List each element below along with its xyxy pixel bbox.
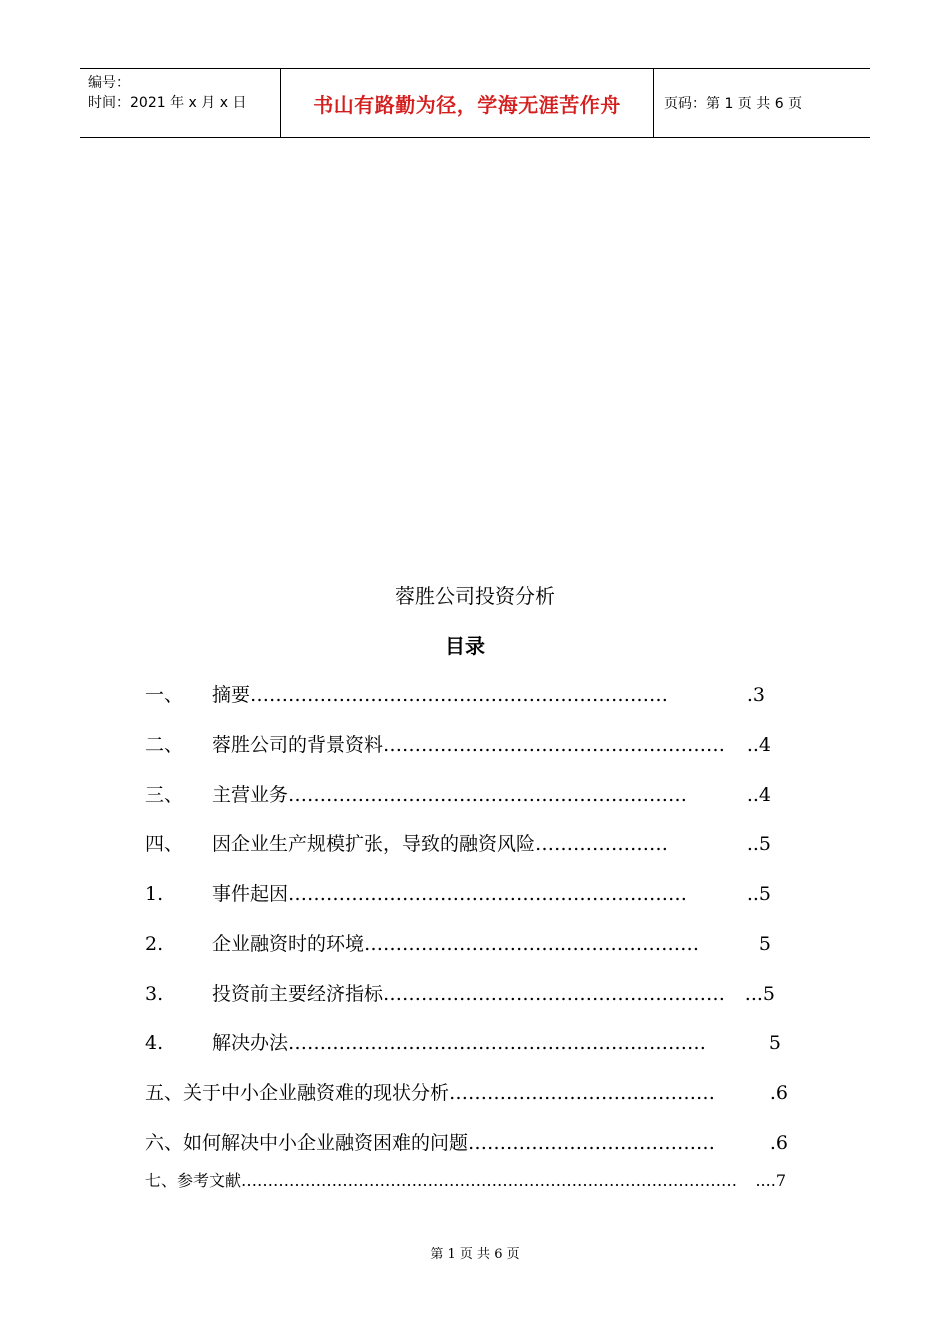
- toc-entry-number: 四、: [145, 833, 184, 855]
- page-footer: 第 1 页 共 6 页: [430, 1247, 520, 1262]
- toc-entry-text: 七、参考文献: [145, 1171, 242, 1190]
- date-label: 时间：2021 年 x 月 x 日: [88, 95, 247, 111]
- toc-entry-number: 4.: [145, 1032, 164, 1054]
- toc-entry-leader: …………………………………: [468, 1132, 716, 1154]
- toc-entry[interactable]: [145, 680, 765, 710]
- toc-entry[interactable]: [145, 780, 771, 810]
- toc-entry-leader: ………………………………………………: [383, 983, 726, 1005]
- toc-entry[interactable]: [145, 1078, 788, 1108]
- document-title: 蓉胜公司投资分析: [395, 584, 555, 608]
- toc-entry[interactable]: [145, 1166, 786, 1196]
- toc-entry-page: .6: [769, 1132, 788, 1154]
- toc-entry-number: 3.: [145, 983, 164, 1005]
- toc-entry-page: .6: [769, 1082, 788, 1104]
- toc-entry[interactable]: [145, 1128, 788, 1158]
- toc-entry-page: ..4: [746, 734, 771, 756]
- toc-entry-leader: …………………………..…………………: [364, 933, 700, 955]
- toc-entry-page: ....7: [755, 1171, 786, 1190]
- toc-entry[interactable]: [145, 829, 771, 859]
- toc-entry-leader: …………………………………………………………………………………: [241, 1171, 738, 1190]
- toc-entry-leader: ………………………………………………: [383, 734, 726, 756]
- toc-entry[interactable]: [145, 979, 775, 1009]
- toc-entry-leader: …………………………………………………………: [250, 684, 669, 706]
- toc-entry[interactable]: [145, 929, 771, 959]
- toc-entry-page: ..5: [746, 883, 771, 905]
- toc-entry-page: 5: [758, 933, 771, 955]
- page-header: [80, 68, 870, 138]
- toc-entry-leader: ……………………………………: [449, 1082, 716, 1104]
- code-label: 编号：: [88, 75, 130, 91]
- toc-entry-number: 二、: [145, 734, 184, 756]
- header-page-info: 页码：第 1 页 共 6 页: [664, 96, 803, 112]
- toc-entry-text: 摘要: [212, 684, 251, 706]
- toc-entry[interactable]: [145, 879, 771, 909]
- toc-entry-number: 2.: [145, 933, 164, 955]
- toc-entry[interactable]: [145, 1028, 781, 1058]
- toc-entry-page: .3: [746, 684, 765, 706]
- header-motto-cell: [281, 69, 654, 137]
- toc-entry-page: ..5: [746, 833, 771, 855]
- toc-entry-text: 五、关于中小企业融资难的现状分析: [145, 1082, 450, 1104]
- toc-entry-page: ...5: [744, 983, 775, 1005]
- toc-entry-text: 因企业生产规模扩张，导致的融资风险: [212, 833, 536, 855]
- toc-entry-leader: ………………………………………………………: [288, 883, 688, 905]
- toc-entry-text: 六、如何解决中小企业融资困难的问题: [145, 1132, 469, 1154]
- toc-entry-leader: ………………………………………………………: [288, 784, 688, 806]
- toc-entry-text: 主营业务: [212, 784, 289, 806]
- toc-entry-number: 1.: [145, 883, 164, 905]
- toc-entry-number: 三、: [145, 784, 184, 806]
- header-meta: [80, 69, 281, 137]
- toc-entry-text: 解决办法: [212, 1032, 289, 1054]
- toc-heading: 目录: [445, 634, 485, 658]
- toc-entry[interactable]: [145, 730, 771, 760]
- toc-entry-text: 事件起因: [212, 883, 289, 905]
- toc-entry-text: 企业融资时的环境: [212, 933, 365, 955]
- toc-entry-text: 投资前主要经济指标: [212, 983, 384, 1005]
- toc-entry-leader: …………………………………………………………: [288, 1032, 707, 1054]
- toc-entry-number: 一、: [145, 684, 184, 706]
- toc-entry-text: 蓉胜公司的背景资料: [212, 734, 384, 756]
- header-motto: 书山有路勤为径，学海无涯苦作舟: [313, 92, 621, 117]
- toc-entry-page: 5: [768, 1032, 781, 1054]
- toc-entry-leader: …………………: [535, 833, 669, 855]
- toc-entry-page: ..4: [746, 784, 771, 806]
